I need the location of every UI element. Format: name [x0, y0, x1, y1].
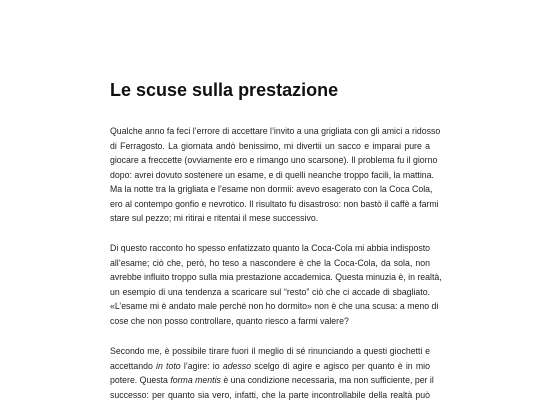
paragraph-line: avrebbe influito troppo sulla mia prestazione accademica. Questa minuzia è, in realtà,	[110, 272, 442, 282]
text-run: scelgo di agire e agisco per quanto è in mio	[251, 360, 430, 371]
paragraph-line: di Ferragosto. La giornata andò benissimo, mi divertii un sacco e imparai pure a	[110, 140, 430, 151]
text-run: l’agire: io	[180, 360, 223, 371]
text-run: accettando	[110, 360, 157, 371]
italic-text: forma mentis	[170, 375, 221, 385]
paragraph-line	[110, 373, 434, 388]
paragraph-line: stare sul pezzo; mi ritirai e ritentai il mese successivo.	[110, 213, 319, 223]
paragraph-line: Qualche anno fa feci l’errore di accettare l’invito a una grigliata con gli amici a ridosso	[110, 126, 441, 136]
paragraph-line: dopo: avrei dovuto sostenere un esame, e di quelli neanche troppo facili, la mattina.	[110, 169, 434, 180]
paragraph-line: un esempio di una tendenza a scaricare sul “resto” ciò che ci accade di sbagliato.	[110, 286, 430, 297]
italic-text: adesso	[222, 360, 252, 371]
paragraph-line: ero al contempo gonfio e nevrotico. Il risultato fu disastroso: non bastò il caffè a farmi	[110, 198, 439, 209]
paragraph-line	[110, 359, 430, 374]
paragraph-line: Di questo racconto ho spesso enfatizzato quanto la Coca-Cola mi abbia indisposto	[110, 243, 430, 253]
paragraph-line: cose che non posso controllare, quanto riesco a farmi valere?	[110, 315, 349, 326]
paragraph-line: giocare a freccette (ovviamente ero e rimango uno scarsone). Il problema fu il giorno	[110, 155, 438, 165]
paragraph-line: successo: per quanto sia vero, infatti, che la parte incontrollabile della realtà può	[110, 389, 430, 400]
paragraph-line: Ma la notte tra la grigliata e l’esame non dormii: avevo esagerato con la Coca Cola,	[110, 184, 433, 194]
paragraph-line: Secondo me, è possibile tirare fuori il meglio di sé rinunciando a questi giochetti e	[110, 346, 430, 356]
paragraph-line: «L’esame mi è andato male perché non ho dormito» non è che una scusa: a meno di	[110, 301, 439, 311]
paragraph-line: all’esame; ciò che, però, ho teso a nascondere è che la Coca-Cola, da sola, non	[110, 257, 430, 268]
text-run: è una condizione necessaria, ma non sufficiente, per il	[220, 375, 434, 385]
article-title: Le scuse sulla prestazione	[110, 80, 339, 100]
paragraph-1	[110, 124, 441, 226]
text-run: potere. Questa	[110, 375, 171, 385]
italic-text: in toto	[156, 360, 181, 371]
paragraph-2	[110, 241, 442, 328]
paragraph-3	[110, 344, 434, 402]
